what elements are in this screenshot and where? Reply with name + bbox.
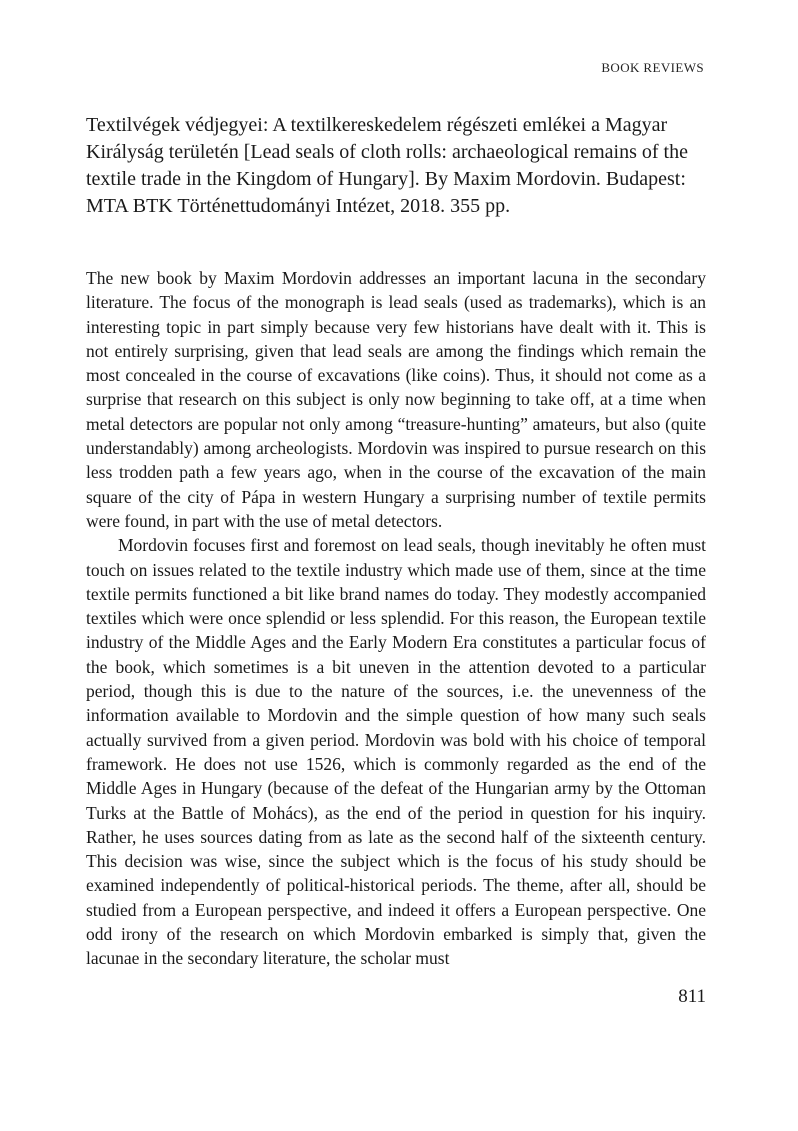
review-heading: Textilvégek védjegyei: A textilkereskedelem régészeti emlékei a Magyar Királyság területén [Lead seals of cloth rolls: archaeological remains of the textile trade in the Kingdom of Hungary]. By Maxim Mordovin. Budapest: MTA BTK Történettudományi Intézet, 2018. 355 pp.	[86, 114, 688, 217]
review-body	[86, 266, 706, 971]
body-paragraph: The new book by Maxim Mordovin addresses an important lacuna in the secondary literature. The focus of the monograph is lead seals (used as trademarks), which is an interesting topic in part simply because very few historians have dealt with it. This is not entirely surprising, given that lead seals are among the findings which remain the most concealed in the course of excavations (like coins). Thus, it should not come as a surprise that research on this subject is only now beginning to take off, at a time when metal detectors are popular not only among “treasure-hunting” amateurs, but also (quite understandably) among archeologists. Mordovin was inspired to pursue research on this less trodden path a few years ago, when in the course of the excavation of the main square of the city of Pápa in western Hungary a surprising number of textile permits were found, in part with the use of metal detectors.	[86, 268, 706, 531]
running-head: BOOK REVIEWS	[601, 60, 704, 75]
page-number: 811	[678, 986, 706, 1007]
body-paragraph: Mordovin focuses first and foremost on lead seals, though inevitably he often must touch on issues related to the textile industry which made use of them, since at the time textile permits functioned a bit like brand names do today. They modestly accompanied textiles which were once splendid or less splendid. For this reason, the European textile industry of the Middle Ages and the Early Modern Era constitutes a particular focus of the book, which sometimes is a bit uneven in the attention devoted to a particular period, though this is due to the nature of the sources, i.e. the unevenness of the information available to Mordovin and the simple question of how many such seals actually survived from a given period. Mordovin was bold with his choice of temporal framework. He does not use 1526, which is commonly regarded as the end of the Middle Ages in Hungary (because of the defeat of the Hungarian army by the Ottoman Turks at the Battle of Mohács), as the end of the period in question for his inquiry. Rather, he uses sources dating from as late as the second half of the sixteenth century. This decision was wise, since the subject which is the focus of his study should be examined independently of political-historical periods. The theme, after all, should be studied from a European perspective, and indeed it offers a European perspective. One odd irony of the research on which Mordovin embarked is simply that, given the lacunae in the secondary literature, the scholar must	[86, 535, 706, 969]
